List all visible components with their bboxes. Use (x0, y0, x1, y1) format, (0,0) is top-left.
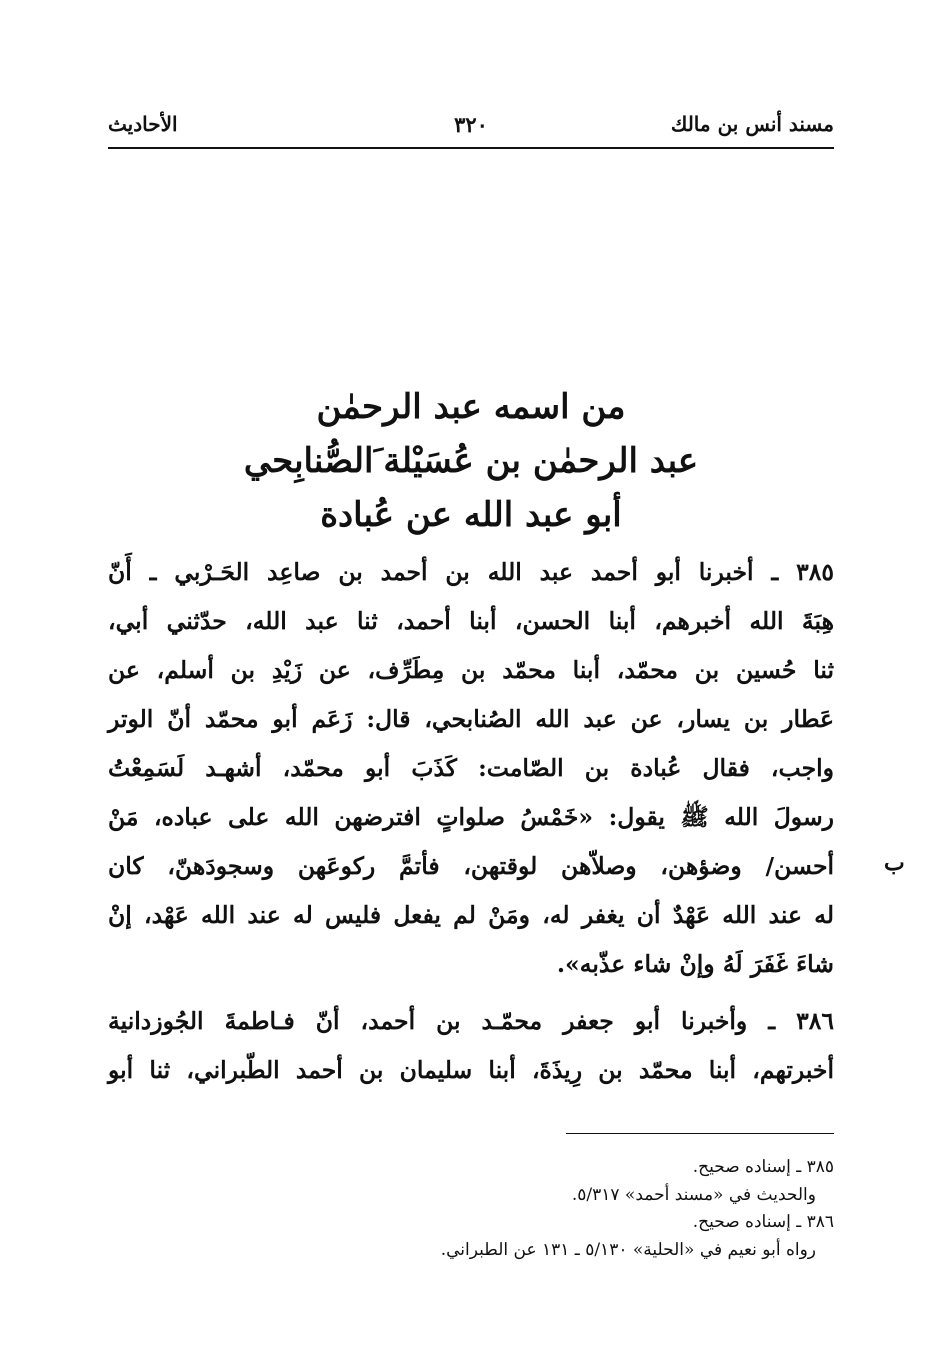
text-line: هِبَةَ الله أخبرهم، أبنا الحسن، أبنا أحمد، ثنا عبد الله، حدّثني أبي، (108, 607, 834, 635)
hadith-385 (108, 548, 834, 989)
text-line: ثنا حُسين بن محمّد، أبنا محمّد بن مِطَرِّف، عن زَيْدِ بن أسلم، عن (108, 656, 834, 684)
header-section-title: الأحاديث (108, 112, 178, 136)
page-number: ٣٢٠ (454, 112, 488, 137)
footnote-rule (566, 1133, 834, 1134)
text-line: أخبرتهم، أبنا محمّد بن رِيذَةَ، أبنا سليمان بن أحمد الطّبراني، ثنا أبو (108, 1056, 834, 1084)
footnote-line: ٣٨٦ ـ إسناده صحيح. (692, 1212, 834, 1232)
text-line: أحسن/ وضؤهن، وصلاّهن لوقتهن، فأتمَّ ركوعَهن وسجودَهنّ، كان (108, 852, 834, 880)
text-line: عَطار بن يسار، عن عبد الله الصُنابحي، قال: زَعَم أبو محمّد أنّ الوتر (108, 705, 834, 733)
header-book-title: مسند أنس بن مالك (670, 112, 834, 136)
hadith-386 (108, 997, 834, 1095)
header-rule (108, 147, 834, 149)
section-title: من اسمه عبد الرحمٰن (316, 387, 626, 427)
footnote-line: والحديث في «مسند أحمد» ٥/٣١٧. (571, 1184, 816, 1205)
hadith-body (108, 548, 834, 1103)
text-line: واجب، فقال عُبادة بن الصّامت: كَذَبَ أبو محمّد، أشهـد لَسَمِعْتُ (108, 754, 834, 782)
footnotes (108, 1154, 834, 1264)
text-line: رسولَ الله ﷺ يقول: «خَمْسُ صلواتٍ افترضهن الله على عباده، مَنْ (108, 803, 834, 831)
text-line: ٣٨٥ ـ أخبرنا أبو أحمد عبد الله بن أحمد بن صاعِد الحَـرْبي ـ أَنّ (108, 558, 834, 586)
running-header (108, 112, 834, 146)
text-line: له عند الله عَهْدٌ أن يغفر له، ومَنْ لم يفعل فليس له عند الله عَهْد، إنْ (108, 901, 834, 929)
footnote-line: رواه أبو نعيم في «الحلية» ٥/١٣٠ ـ ١٣١ عن الطبراني. (440, 1239, 816, 1260)
footnote-line: ٣٨٥ ـ إسناده صحيح. (692, 1157, 834, 1177)
manuscript-folio-mark: ب (884, 850, 905, 876)
chapter-subtitle: أبو عبد الله عن عُبادة (320, 495, 622, 535)
section-titles (108, 380, 834, 542)
text-line: شاءَ غَفَرَ لَهُ وإنْ شاء عذّبه». (556, 950, 834, 978)
text-line: ٣٨٦ ـ وأخبرنا أبو جعفر محمّـد بن أحمد، أنّ فـاطمةَ الجُوزدانية (108, 1007, 834, 1035)
narrator-name: عبد الرحمٰن بن عُسَيْلة َالصُّنابِحي (243, 441, 699, 481)
